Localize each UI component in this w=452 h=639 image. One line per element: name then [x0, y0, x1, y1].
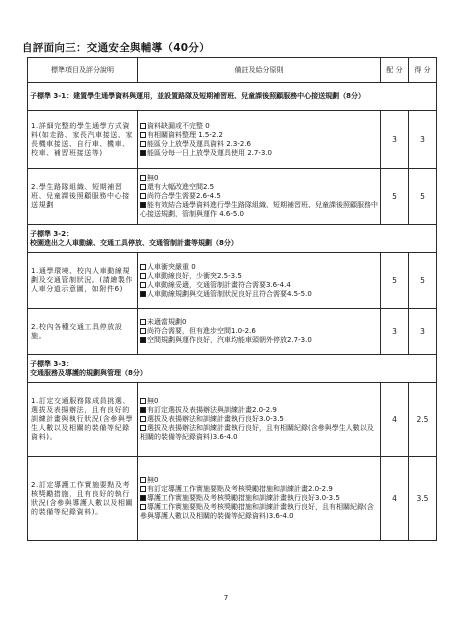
points-value: 3 — [381, 309, 409, 355]
score-value: 5 — [409, 253, 437, 309]
criterion: 還有大幅改進空間2.5 — [140, 183, 378, 192]
checkbox-checked-icon — [140, 495, 146, 501]
header-criteria: 備註及給分原則 — [138, 58, 381, 83]
checkbox-icon — [140, 123, 146, 129]
criteria-cell — [138, 309, 381, 355]
checkbox-icon — [140, 416, 146, 422]
table-row — [28, 457, 437, 541]
criterion: 無0 — [140, 174, 378, 183]
rubric-table — [27, 57, 437, 541]
points-value: 4 — [381, 383, 409, 457]
criterion: 有相關資料整理 1.5-2.2 — [140, 131, 378, 140]
criterion: 未適當規劃0 — [140, 318, 378, 327]
checkbox-icon — [140, 132, 146, 138]
checkbox-icon — [140, 175, 146, 181]
criteria-cell — [138, 253, 381, 309]
checkbox-icon — [140, 319, 146, 325]
header-item: 標準項目及評分說明 — [28, 58, 138, 83]
criteria-cell — [138, 457, 381, 541]
section-3-2-label: 子標準 3-2： 校園進出之人車動線、交通工具停放、交通管制計畫等規劃（8分） — [28, 225, 437, 253]
checkbox-checked-icon — [140, 291, 146, 297]
table-row — [28, 111, 437, 169]
standard-item: 2.學生路隊組織、短期補習班、兒童課後照顧服務中心接送規劃 — [28, 169, 138, 225]
criterion: 導護工作實施要點及考核獎勵措施和訓練計畫執行良好3.0-3.5 — [140, 494, 378, 503]
checkbox-icon — [140, 184, 146, 190]
section-3-2-row — [28, 225, 437, 253]
page-number: 7 — [223, 594, 229, 602]
checkbox-icon — [140, 504, 146, 510]
checkbox-icon — [140, 398, 146, 404]
criterion: 空間規劃與運作良好，汽車均能車頭朝外停放2.7-3.0 — [140, 336, 378, 345]
criterion: 人車衝突嚴重 0 — [140, 263, 378, 272]
checkbox-icon — [140, 264, 146, 270]
points-value: 5 — [381, 169, 409, 225]
criteria-cell — [138, 169, 381, 225]
section-3-1-label: 子標準 3-1：建置學生通學資料與運用，並設置路隊及短期補習班、兒童課後照顧服務中心接送規劃（8分） — [28, 83, 437, 111]
criterion: 能有效結合通學資料進行學生路隊組織、短期補習班、兒童課後照顧服務中心接送規劃，管制與運作 4.6-5.0 — [140, 201, 378, 218]
section-3-1-row — [28, 83, 437, 111]
checkbox-icon — [140, 328, 146, 334]
page-title: 自評面向三：交通安全與輔導（40分） — [22, 42, 211, 54]
score-value: 3.5 — [409, 457, 437, 541]
criterion: 無0 — [140, 397, 378, 406]
checkbox-checked-icon — [140, 202, 146, 208]
criterion: 尚符合學生需要2.6-4.5 — [140, 192, 378, 201]
table-row — [28, 169, 437, 225]
standard-item: 2.訂定導護工作實施要點及考核獎勵措施，且有良好的執行狀況(含參與導護人數以及相關的裝備等紀錄資料)。 — [28, 457, 138, 541]
header-row — [28, 58, 437, 83]
score-value: 2.5 — [409, 383, 437, 457]
criterion: 選拔及表揚辦法和訓練計畫執行良好3.0-3.5 — [140, 415, 378, 424]
criterion: 資料缺漏或不完整 0 — [140, 122, 378, 131]
criteria-cell — [138, 383, 381, 457]
points-value: 5 — [381, 253, 409, 309]
table-row — [28, 253, 437, 309]
checkbox-checked-icon — [140, 337, 146, 343]
checkbox-icon — [140, 425, 146, 431]
header-score: 得 分 — [409, 58, 437, 83]
checkbox-icon — [140, 282, 146, 288]
table-row — [28, 309, 437, 355]
checkbox-icon — [140, 193, 146, 199]
standard-item: 2.校內各種交通工具停放設施。 — [28, 309, 138, 355]
checkbox-icon — [140, 486, 146, 492]
criterion: 能區分每一日上放學及運具使用 2.7-3.0 — [140, 149, 378, 158]
points-value: 4 — [381, 457, 409, 541]
score-value: 5 — [409, 169, 437, 225]
header-points: 配 分 — [381, 58, 409, 83]
criterion: 導護工作實施要點及考核獎勵措施和訓練計畫執行良好，且有相關紀錄(含參與導護人數以及相關的裝備等紀錄資料)3.6-4.0 — [140, 503, 374, 520]
checkbox-checked-icon — [140, 150, 146, 156]
section-3-3-row — [28, 355, 437, 383]
checkbox-icon — [140, 141, 146, 147]
criterion: 選拔及表揚辦法和訓練計畫執行良好，且有相關紀錄(含參與學生人數以及相關的裝備等紀錄資料)3.6-4.0 — [140, 424, 374, 441]
checkbox-checked-icon — [140, 407, 146, 413]
criterion: 人車動線規劃與交通管制狀況良好且符合需要4.5-5.0 — [140, 290, 378, 299]
table-row — [28, 383, 437, 457]
criterion: 人車動線良好，少衝突2.5-3.5 — [140, 272, 378, 281]
score-value: 3 — [409, 309, 437, 355]
criterion: 能區分上放學及運具資料 2.3-2.6 — [140, 140, 378, 149]
standard-item: 1.訂定交通服務隊成員挑選、選拔及表揚辦法，且有良好的訓練計畫與執行狀況(含參與學生人數以及相關的裝備等紀錄資料)。 — [28, 383, 138, 457]
criterion: 尚符合需要，但有進步空間1.0-2.6 — [140, 327, 378, 336]
criterion: 有訂定導護工作實施要點及考核獎勵措施和訓練計畫2.0-2.9 — [140, 485, 378, 494]
points-value: 3 — [381, 111, 409, 169]
section-3-3-label: 子標準 3-3： 交通服務及導護的規劃與管理（8分） — [28, 355, 437, 383]
criterion: 無0 — [140, 476, 378, 485]
criteria-cell — [138, 111, 381, 169]
score-value: 3 — [409, 111, 437, 169]
criterion: 人車動線妥適，交通管制計畫符合需要3.6-4.4 — [140, 281, 378, 290]
checkbox-icon — [140, 273, 146, 279]
checkbox-icon — [140, 477, 146, 483]
standard-item: 1.詳細完整的學生通學方式資料(如走路、家長汽車接送、家長機車接送、自行車、機車、校車、補習班接送等) — [28, 111, 138, 169]
standard-item: 1.通學環境、校內人車動線規劃及交通管制狀況。(請繪製作人車分道示意圖，如附件6) — [28, 253, 138, 309]
criterion: 有訂定選拔及表揚辦法與訓練計畫2.0-2.9 — [140, 406, 378, 415]
